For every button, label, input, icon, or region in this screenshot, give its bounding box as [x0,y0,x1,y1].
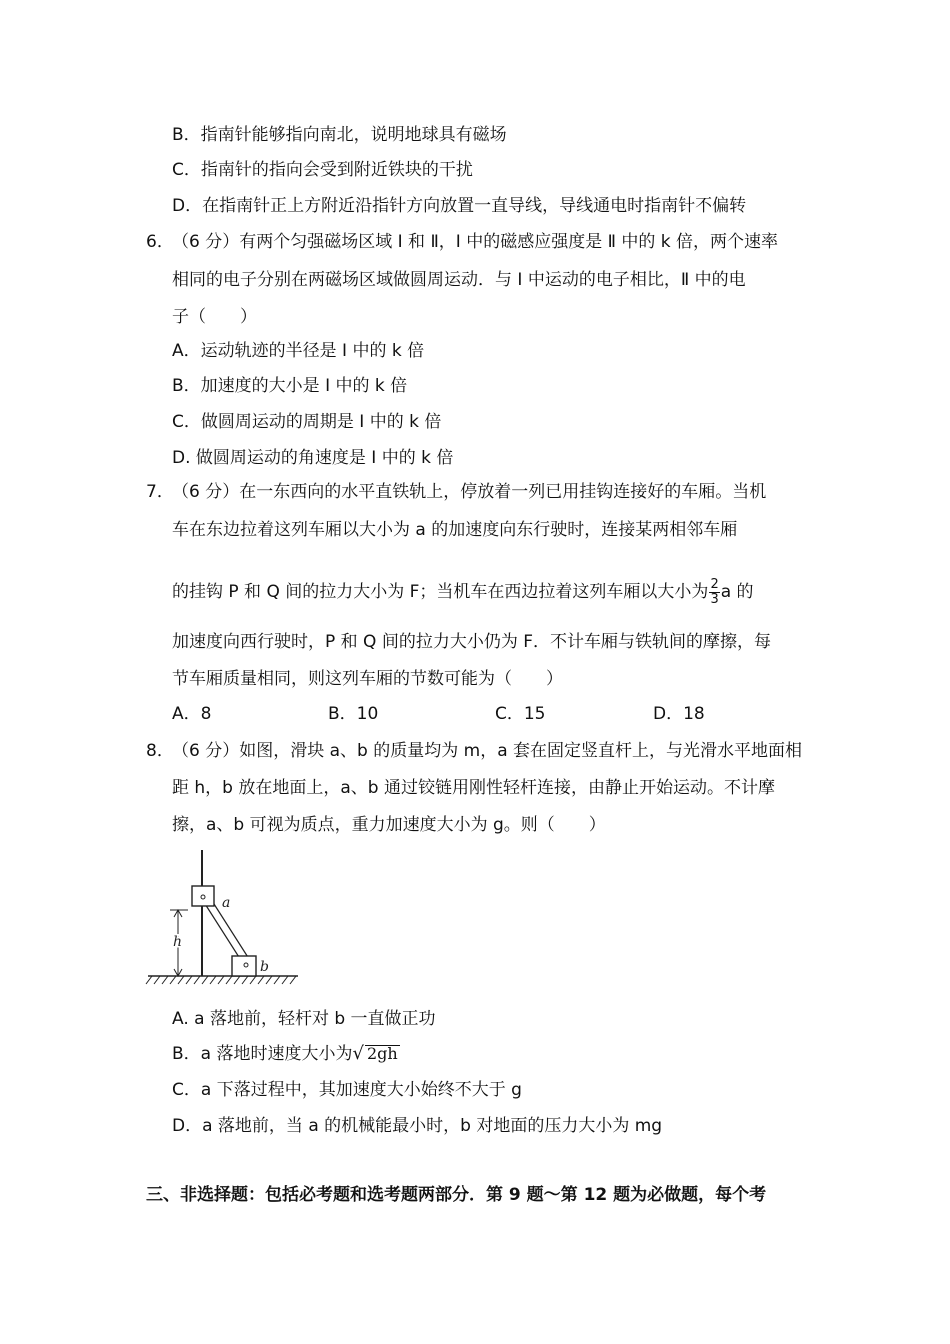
q8-option-d: D．a 落地前，当 a 的机械能最小时，b 对地面的压力大小为 mg [172,1116,663,1136]
label-a: a [222,895,231,911]
q8-stem-line1: （6 分）如图，滑块 a、b 的质量均为 m，a 套在固定竖直杆上，与光滑水平地面相 [172,741,803,761]
q8-option-b-text: B．a 落地时速度大小为 [172,1044,353,1064]
section-3-heading: 三、非选择题：包括必考题和选考题两部分．第 9 题～第 12 题为必做题，每个考 [146,1185,767,1205]
q6-stem-line1: （6 分）有两个匀强磁场区域 Ⅰ 和 Ⅱ，Ⅰ 中的磁感应强度是 Ⅱ 中的 k 倍，两个速率 [172,232,779,252]
q7-stem-line5: 节车厢质量相同，则这列车厢的节数可能为（ ） [172,669,563,689]
q6-option-b: B．加速度的大小是 Ⅰ 中的 k 倍 [172,376,408,396]
q7-option-d: D．18 [653,704,705,724]
q6-option-a: A．运动轨迹的半径是 Ⅰ 中的 k 倍 [172,341,425,361]
q7-option-b: B．10 [328,704,379,724]
q6-number: 6． [146,232,174,252]
q5-option-c: C．指南针的指向会受到附近铁块的干扰 [172,160,473,180]
q7-option-a: A．8 [172,704,212,724]
label-b: b [260,959,269,975]
q5-option-d: D．在指南针正上方附近沿指针方向放置一直导线，导线通电时指南针不偏转 [172,196,747,216]
q7-stem-line1: （6 分）在一东西向的水平直铁轨上，停放着一列已用挂钩连接好的车厢。当机 [172,482,767,502]
q7-number: 7． [146,482,174,502]
sqrt-sign: √ [352,1043,364,1064]
q7-line3-tail: a 的 [720,582,754,603]
sqrt-radicand: 2gh [366,1044,398,1063]
q8-stem-line2: 距 h，b 放在地面上，a、b 通过铰链用刚性轻杆连接，由静止开始运动。不计摩 [172,778,775,798]
q8-figure [140,848,305,993]
q7-line3-text: 的挂钩 P 和 Q 间的拉力大小为 F；当机车在西边拉着这列车厢以大小为 [172,582,709,603]
q8-option-a: A. a 落地前，轻杆对 b 一直做正功 [172,1009,436,1029]
fraction-two-thirds [709,578,719,606]
q6-stem-line3: 子（ ） [172,307,257,327]
q7-stem-line4: 加速度向西行驶时，P 和 Q 间的拉力大小仍为 F．不计车厢与铁轨间的摩擦，每 [172,632,772,652]
q6-stem-line2: 相同的电子分别在两磁场区域做圆周运动．与 Ⅰ 中运动的电子相比，Ⅱ 中的电 [172,270,746,290]
q7-stem-line3 [172,578,754,606]
q8-stem-line3: 擦，a、b 可视为质点，重力加速度大小为 g。则（ ） [172,815,606,835]
hinge-a [201,895,205,899]
fraction-denominator: 3 [710,591,719,607]
fraction-numerator: 2 [710,577,719,592]
q6-option-c: C．做圆周运动的周期是 Ⅰ 中的 k 倍 [172,412,442,432]
q8-option-c: C．a 下落过程中，其加速度大小始终不大于 g [172,1080,522,1100]
label-h: h [173,934,183,950]
q6-option-d: D. 做圆周运动的角速度是 Ⅰ 中的 k 倍 [172,448,454,468]
q7-option-c: C．15 [495,704,546,724]
hinge-b [244,963,248,967]
q7-stem-line2: 车在东边拉着这列车厢以大小为 a 的加速度向东行驶时，连接某两相邻车厢 [172,520,738,540]
ground-hatching [146,976,296,984]
q8-option-b [172,1045,400,1063]
q5-option-b: B．指南针能够指向南北，说明地球具有磁场 [172,125,507,145]
q8-number: 8． [146,741,174,761]
